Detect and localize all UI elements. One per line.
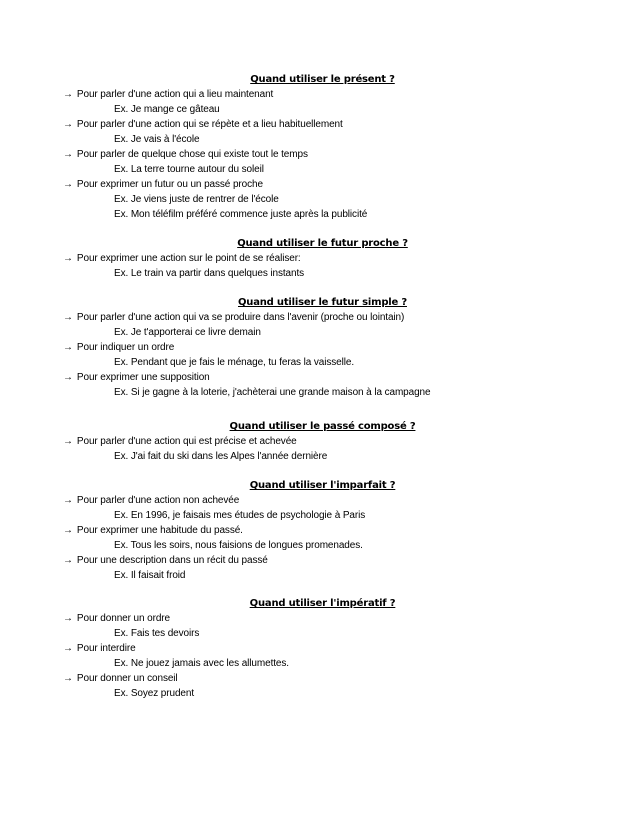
rule-text: Pour exprimer une action sur le point de se réaliser: [76,253,301,264]
rule-text: Pour exprimer une supposition [76,372,210,383]
arrow-icon: → [63,149,73,160]
rule-line [63,312,404,323]
rule-text: Pour parler d'une action qui est précise et achevée [76,436,297,447]
rule-text: Pour parler d'une action qui se répète et a lieu habituellement [76,119,343,130]
rule-line [63,119,343,130]
example-line: Ex. Je t'apporterai ce livre demain [114,327,261,338]
section-title: Quand utiliser le présent ? [250,74,395,85]
example-line: Ex. Mon téléfilm préféré commence juste après la publicité [114,209,368,220]
example-line: Ex. La terre tourne autour du soleil [114,164,264,175]
rule-text: Pour interdire [76,643,136,654]
rule-line [63,673,178,684]
section-title: Quand utiliser le futur simple ? [238,297,407,308]
rule-text: Pour parler de quelque chose qui existe tout le temps [76,149,308,160]
rule-text: Pour exprimer une habitude du passé. [76,525,243,536]
rule-text: Pour donner un ordre [76,613,170,624]
rule-text: Pour parler d'une action non achevée [76,495,240,506]
arrow-icon: → [63,342,73,353]
example-line: Ex. Si je gagne à la loterie, j'achèterai une grande maison à la campagne [114,387,431,398]
arrow-icon: → [63,119,73,130]
rule-line [63,253,301,264]
rule-line [63,495,239,506]
rule-text: Pour parler d'une action qui a lieu maintenant [76,89,274,100]
rule-text: Pour indiquer un ordre [76,342,175,353]
arrow-icon: → [63,673,73,684]
example-line: Ex. Le train va partir dans quelques instants [114,268,305,279]
arrow-icon: → [63,436,73,447]
arrow-icon: → [63,613,73,624]
section-title: Quand utiliser le futur proche ? [237,238,408,249]
example-line: Ex. Ne jouez jamais avec les allumettes. [114,658,289,669]
section-title: Quand utiliser l'imparfait ? [249,480,396,491]
rule-line [63,372,210,383]
example-line: Ex. En 1996, je faisais mes études de psychologie à Paris [114,510,366,521]
rule-line [63,89,273,100]
rule-text: Pour exprimer un futur ou un passé proche [76,179,263,190]
arrow-icon: → [63,643,73,654]
arrow-icon: → [63,495,73,506]
example-line: Ex. J'ai fait du ski dans les Alpes l'année dernière [114,451,328,462]
example-line: Ex. Il faisait froid [114,570,186,581]
section-title: Quand utiliser le passé composé ? [229,421,416,432]
arrow-icon: → [63,89,73,100]
arrow-icon: → [63,179,73,190]
example-line: Ex. Soyez prudent [114,688,195,699]
example-line: Ex. Pendant que je fais le ménage, tu feras la vaisselle. [114,357,354,368]
section-title: Quand utiliser l'impératif ? [249,598,396,609]
example-line: Ex. Fais tes devoirs [114,628,200,639]
rule-line [63,525,243,536]
rule-text: Pour une description dans un récit du passé [76,555,268,566]
rule-line [63,436,297,447]
rule-line [63,643,136,654]
arrow-icon: → [63,372,73,383]
example-line: Ex. Je mange ce gâteau [114,104,220,115]
example-line: Ex. Je vais à l'école [114,134,200,145]
arrow-icon: → [63,312,73,323]
rule-line [63,555,268,566]
arrow-icon: → [63,253,73,264]
rule-line [63,149,308,160]
rule-line [63,179,263,190]
rule-line [63,342,174,353]
rule-text: Pour donner un conseil [76,673,178,684]
example-line: Ex. Je viens juste de rentrer de l'école [114,194,279,205]
rule-text: Pour parler d'une action qui va se produire dans l'avenir (proche ou lointain) [76,312,405,323]
arrow-icon: → [63,555,73,566]
example-line: Ex. Tous les soirs, nous faisions de longues promenades. [114,540,363,551]
rule-line [63,613,170,624]
arrow-icon: → [63,525,73,536]
